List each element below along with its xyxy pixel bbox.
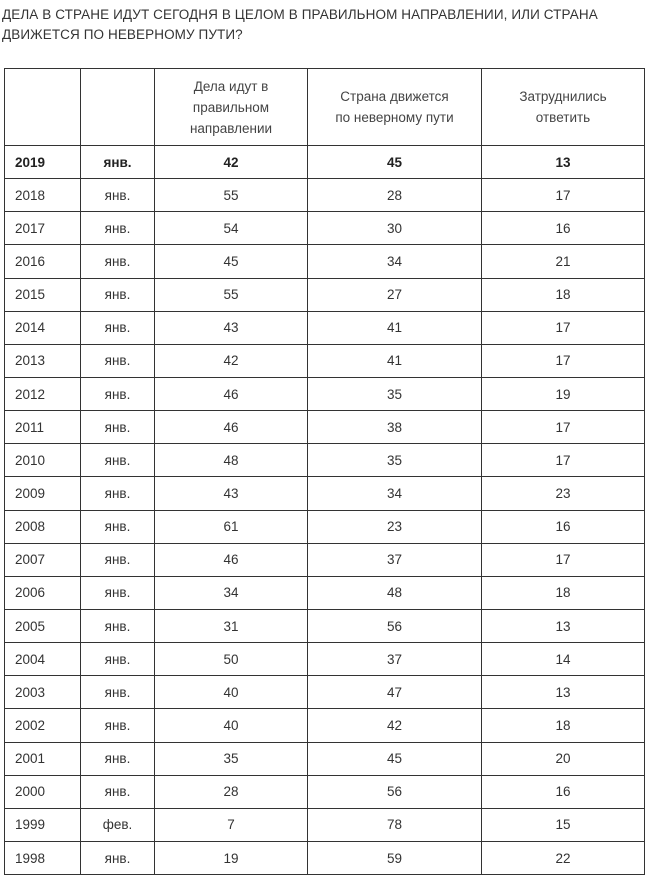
cell-wrong: 35 xyxy=(308,377,482,410)
cell-right: 34 xyxy=(155,576,308,609)
cell-wrong: 23 xyxy=(308,510,482,543)
cell-hard: 18 xyxy=(482,278,645,311)
cell-wrong: 48 xyxy=(308,576,482,609)
cell-wrong: 78 xyxy=(308,808,482,841)
table-row xyxy=(5,444,645,477)
table-row xyxy=(5,245,645,278)
table-row xyxy=(5,510,645,543)
cell-wrong: 41 xyxy=(308,344,482,377)
cell-hard: 18 xyxy=(482,709,645,742)
cell-hard: 14 xyxy=(482,643,645,676)
table-row xyxy=(5,278,645,311)
table-row xyxy=(5,311,645,344)
table-row xyxy=(5,477,645,510)
cell-year: 2000 xyxy=(5,775,81,808)
table-body xyxy=(5,146,645,875)
cell-hard: 22 xyxy=(482,841,645,874)
cell-year: 2007 xyxy=(5,543,81,576)
cell-right: 46 xyxy=(155,543,308,576)
cell-year: 2018 xyxy=(5,179,81,212)
cell-wrong: 56 xyxy=(308,609,482,642)
cell-year: 2011 xyxy=(5,411,81,444)
header-hard-to-answer xyxy=(482,69,645,146)
cell-hard: 17 xyxy=(482,543,645,576)
cell-month: янв. xyxy=(81,775,155,808)
cell-right: 35 xyxy=(155,742,308,775)
table-row xyxy=(5,742,645,775)
cell-month: янв. xyxy=(81,676,155,709)
cell-month: янв. xyxy=(81,311,155,344)
header-month xyxy=(81,69,155,146)
cell-hard: 17 xyxy=(482,411,645,444)
cell-hard: 16 xyxy=(482,510,645,543)
cell-month: янв. xyxy=(81,543,155,576)
cell-month: янв. xyxy=(81,278,155,311)
cell-wrong: 37 xyxy=(308,643,482,676)
cell-year: 2006 xyxy=(5,576,81,609)
cell-hard: 15 xyxy=(482,808,645,841)
cell-year: 2012 xyxy=(5,377,81,410)
cell-month: янв. xyxy=(81,841,155,874)
cell-wrong: 42 xyxy=(308,709,482,742)
cell-right: 40 xyxy=(155,709,308,742)
cell-month: янв. xyxy=(81,510,155,543)
cell-month: янв. xyxy=(81,444,155,477)
header-wrong-path-label: Страна движется по неверному пути xyxy=(335,89,454,125)
cell-right: 46 xyxy=(155,411,308,444)
table-row xyxy=(5,344,645,377)
header-right-direction xyxy=(155,69,308,146)
cell-year: 2004 xyxy=(5,643,81,676)
cell-hard: 17 xyxy=(482,179,645,212)
cell-right: 40 xyxy=(155,676,308,709)
cell-month: янв. xyxy=(81,643,155,676)
cell-hard: 23 xyxy=(482,477,645,510)
table-row xyxy=(5,411,645,444)
cell-wrong: 45 xyxy=(308,742,482,775)
table-row xyxy=(5,179,645,212)
cell-year: 1998 xyxy=(5,841,81,874)
cell-month: янв. xyxy=(81,742,155,775)
table-row xyxy=(5,377,645,410)
cell-month: янв. xyxy=(81,377,155,410)
header-right-direction-label: Дела идут в правильном направлении xyxy=(189,78,273,136)
cell-year: 2015 xyxy=(5,278,81,311)
cell-hard: 16 xyxy=(482,212,645,245)
cell-month: янв. xyxy=(81,709,155,742)
cell-right: 31 xyxy=(155,609,308,642)
cell-year: 2003 xyxy=(5,676,81,709)
cell-right: 42 xyxy=(155,344,308,377)
cell-wrong: 34 xyxy=(308,245,482,278)
table-header-row xyxy=(5,69,645,146)
cell-hard: 17 xyxy=(482,444,645,477)
cell-hard: 18 xyxy=(482,576,645,609)
survey-table xyxy=(4,68,645,875)
cell-year: 2001 xyxy=(5,742,81,775)
cell-hard: 19 xyxy=(482,377,645,410)
table-row xyxy=(5,609,645,642)
cell-wrong: 56 xyxy=(308,775,482,808)
table-row xyxy=(5,808,645,841)
cell-year: 2013 xyxy=(5,344,81,377)
cell-hard: 17 xyxy=(482,344,645,377)
cell-wrong: 37 xyxy=(308,543,482,576)
cell-hard: 13 xyxy=(482,146,645,179)
cell-month: янв. xyxy=(81,576,155,609)
cell-wrong: 41 xyxy=(308,311,482,344)
header-hard-to-answer-label: Затруднились ответить xyxy=(519,89,607,125)
cell-right: 45 xyxy=(155,245,308,278)
cell-wrong: 30 xyxy=(308,212,482,245)
table-row xyxy=(5,576,645,609)
table-row xyxy=(5,643,645,676)
cell-right: 43 xyxy=(155,477,308,510)
cell-month: янв. xyxy=(81,245,155,278)
cell-right: 50 xyxy=(155,643,308,676)
cell-year: 2019 xyxy=(5,146,81,179)
table-row xyxy=(5,212,645,245)
cell-right: 54 xyxy=(155,212,308,245)
cell-month: янв. xyxy=(81,609,155,642)
cell-right: 46 xyxy=(155,377,308,410)
cell-month: янв. xyxy=(81,146,155,179)
cell-right: 7 xyxy=(155,808,308,841)
cell-year: 2005 xyxy=(5,609,81,642)
cell-hard: 13 xyxy=(482,609,645,642)
cell-hard: 16 xyxy=(482,775,645,808)
cell-month: янв. xyxy=(81,212,155,245)
cell-hard: 17 xyxy=(482,311,645,344)
table-row xyxy=(5,709,645,742)
cell-year: 2017 xyxy=(5,212,81,245)
cell-right: 42 xyxy=(155,146,308,179)
cell-wrong: 34 xyxy=(308,477,482,510)
cell-hard: 13 xyxy=(482,676,645,709)
cell-right: 61 xyxy=(155,510,308,543)
cell-month: янв. xyxy=(81,179,155,212)
cell-right: 48 xyxy=(155,444,308,477)
cell-right: 43 xyxy=(155,311,308,344)
cell-hard: 21 xyxy=(482,245,645,278)
cell-wrong: 38 xyxy=(308,411,482,444)
table-row xyxy=(5,841,645,874)
cell-wrong: 35 xyxy=(308,444,482,477)
cell-right: 55 xyxy=(155,278,308,311)
cell-month: янв. xyxy=(81,411,155,444)
cell-wrong: 45 xyxy=(308,146,482,179)
cell-wrong: 47 xyxy=(308,676,482,709)
table-row xyxy=(5,775,645,808)
cell-month: янв. xyxy=(81,477,155,510)
cell-wrong: 59 xyxy=(308,841,482,874)
cell-right: 28 xyxy=(155,775,308,808)
page-title: ДЕЛА В СТРАНЕ ИДУТ СЕГОДНЯ В ЦЕЛОМ В ПРАВИЛЬНОМ НАПРАВЛЕНИИ, ИЛИ СТРАНА ДВИЖЕТСЯ ПО НЕВЕРНОМУ ПУТИ? xyxy=(2,7,598,42)
cell-right: 19 xyxy=(155,841,308,874)
header-wrong-path xyxy=(308,69,482,146)
cell-wrong: 28 xyxy=(308,179,482,212)
table-row xyxy=(5,146,645,179)
cell-year: 2014 xyxy=(5,311,81,344)
table-row xyxy=(5,676,645,709)
cell-year: 2009 xyxy=(5,477,81,510)
cell-wrong: 27 xyxy=(308,278,482,311)
cell-right: 55 xyxy=(155,179,308,212)
cell-year: 1999 xyxy=(5,808,81,841)
cell-year: 2002 xyxy=(5,709,81,742)
cell-month: фев. xyxy=(81,808,155,841)
header-year xyxy=(5,69,81,146)
cell-hard: 20 xyxy=(482,742,645,775)
cell-year: 2008 xyxy=(5,510,81,543)
table-row xyxy=(5,543,645,576)
cell-year: 2016 xyxy=(5,245,81,278)
cell-year: 2010 xyxy=(5,444,81,477)
cell-month: янв. xyxy=(81,344,155,377)
